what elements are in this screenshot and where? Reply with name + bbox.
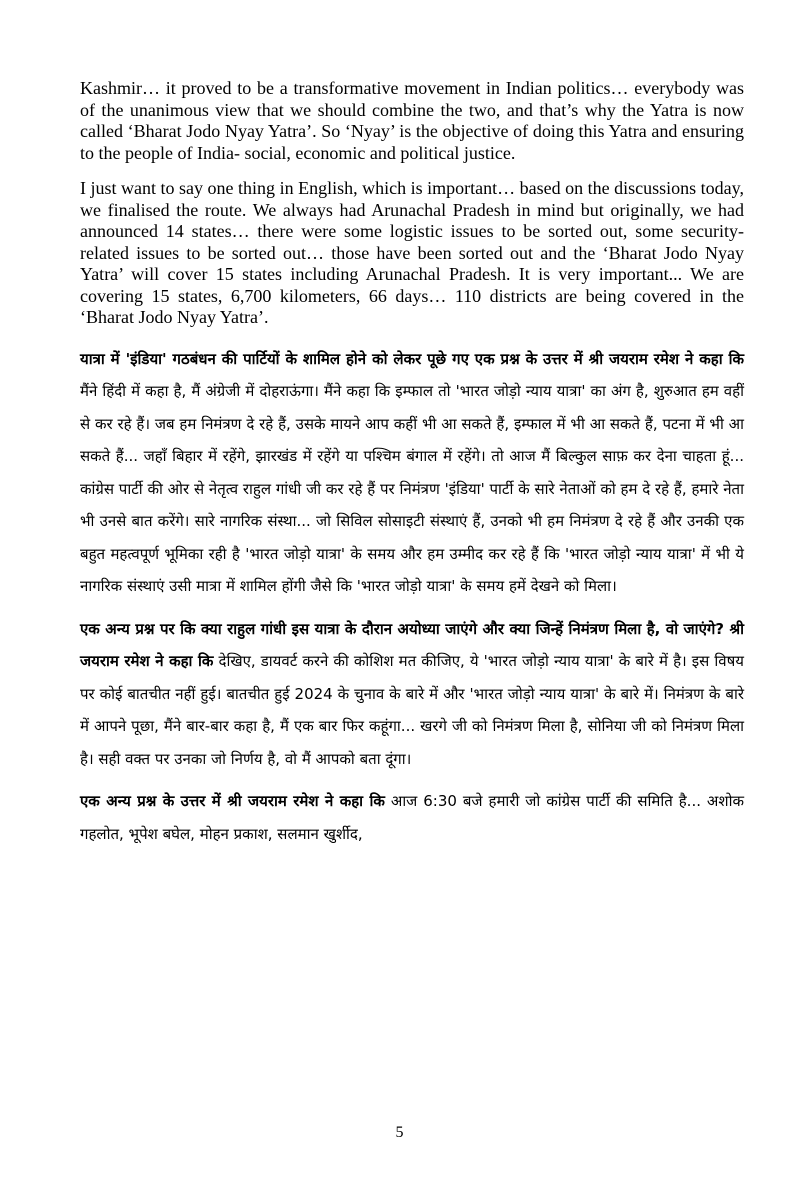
paragraph-lead: एक अन्य प्रश्न के उत्तर में श्री जयराम रमेश ने कहा कि: [80, 792, 385, 810]
paragraph-text: मैंने हिंदी में कहा है, मैं अंग्रेजी में दोहराऊंगा। मैंने कहा कि इम्फाल तो 'भारत जोड़ो न्याय यात्रा' का अंग है, शुरुआत हम वहीं से कर रहे हैं। जब हम निमंत्रण दे रहे हैं, उसके मायने आप कहीं भी आ सकते हैं, इम्फाल में भी आ सकते हैं, पटना में भी आ सकते हैं... जहाँ बिहार में रहेंगे, झारखंड में रहेंगे या पश्चिम बंगाल में रहेंगे। तो आज मैं बिल्कुल साफ़ कर देना चाहता हूं... कांग्रेस पार्टी की ओर से नेतृत्व राहुल गांधी जी कर रहे हैं पर निमंत्रण 'इंडिया' पार्टी के सारे नेताओं को हम दे रहे हैं, हमारे नेता भी उनसे बात करेंगे। सारे नागरिक संस्था... जो सिविल सोसाइटी संस्थाएं हैं, उनको भी हम निमंत्रण दे रहे हैं और उनकी एक बहुत महत्वपूर्ण भूमिका रही है 'भारत जोड़ो यात्रा' के समय और हम उम्मीद कर रहे हैं कि 'भारत जोड़ो न्याय यात्रा' में भी ये नागरिक संस्थाएं उसी मात्रा में शामिल होंगी जैसे कि 'भारत जोड़ो यात्रा' के समय हमें देखने को मिला।: [80, 382, 744, 595]
paragraph-english-2: [80, 178, 744, 329]
paragraph-text: I just want to say one thing in English, which is important… based on the discussions today, we finalised the route. We always had Arunachal Pradesh in mind but originally, we had announced 14 states… there were some logistic issues to be sorted out, some security-related issues to be sorted out… those have been sorted out and the ‘Bharat Jodo Nyay Yatra’ will cover 15 states including Arunachal Pradesh. It is very important... We are covering 15 states, 6,700 kilometers, 66 days… 110 districts are being covered in the ‘Bharat Jodo Nyay Yatra’.: [80, 178, 744, 327]
paragraph-text: देखिए, डायवर्ट करने की कोशिश मत कीजिए, ये 'भारत जोड़ो न्याय यात्रा' के बारे में है। इस विषय पर कोई बातचीत नहीं हुई। बातचीत हुई 2024 के चुनाव के बारे में और 'भारत जोड़ो न्याय यात्रा' के बारे में। निमंत्रण के बारे में आपने पूछा, मैंने बार-बार कहा है, मैं एक बार फिर कहूंगा... खरगे जी को निमंत्रण मिला है, सोनिया जी को निमंत्रण मिला है। सही वक्त पर उनका जो निर्णय है, वो मैं आपको बता दूंगा।: [80, 652, 744, 768]
page-number: 5: [395, 1124, 404, 1141]
document-page: [80, 78, 744, 860]
paragraph-english-1: [80, 78, 744, 164]
paragraph-text: Kashmir… it proved to be a transformative movement in Indian politics… everybody was of the unanimous view that we should combine the two, and that’s why the Yatra is now called ‘Bharat Jodo Nyay Yatra’. So ‘Nyay’ is the objective of doing this Yatra and ensuring to the people of India- social, economic and political justice.: [80, 78, 744, 163]
paragraph-hindi-1: [80, 343, 744, 603]
paragraph-text: आज 6:30 बजे हमारी जो कांग्रेस पार्टी की समिति है... अशोक गहलोत, भूपेश बघेल, मोहन प्रकाश, सलमान खुर्शीद,: [80, 792, 744, 843]
paragraph-lead: यात्रा में 'इंडिया' गठबंधन की पार्टियों के शामिल होने को लेकर पूछे गए एक प्रश्न के उत्तर में श्री जयराम रमेश ने कहा कि: [80, 349, 744, 368]
paragraph-hindi-2: [80, 613, 744, 776]
paragraph-lead: एक अन्य प्रश्न पर कि क्या राहुल गांधी इस यात्रा के दौरान अयोध्या जाएंगे और क्या जिन्हें निमंत्रण मिला है, वो जाएंगे? श्री जयराम रमेश ने कहा कि: [80, 619, 744, 670]
paragraph-hindi-3: [80, 785, 744, 850]
